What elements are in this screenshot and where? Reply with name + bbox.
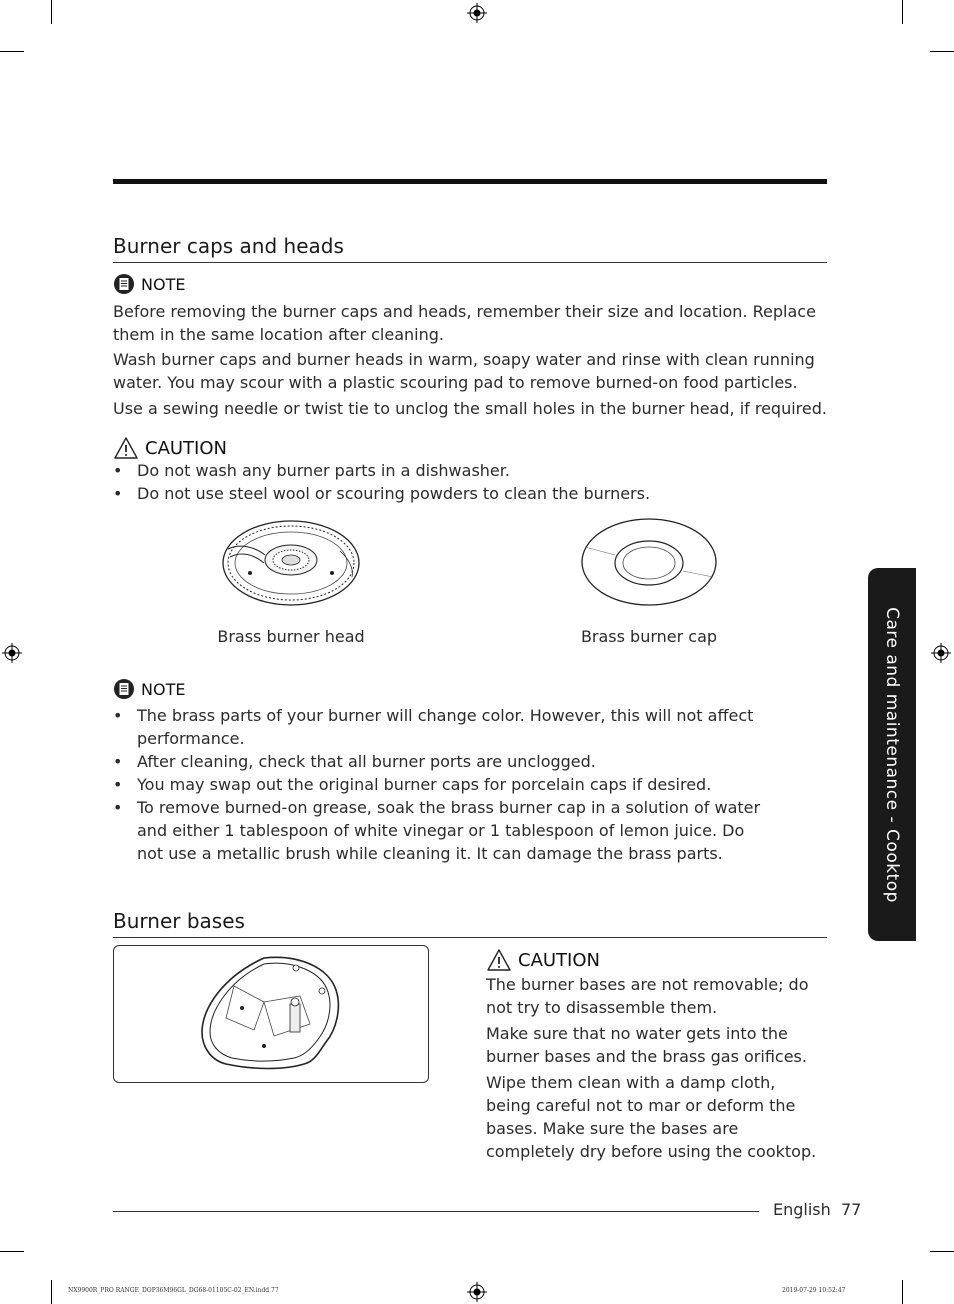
crop-mark [0,1251,24,1252]
note-paragraph: Wash burner caps and burner heads in warm, soapy water and rinse with clean running water. You may scour with a plastic scouring pad to remove burned-on food particles. [113,350,815,392]
crop-mark [51,0,52,24]
section-rule [113,262,827,263]
crop-mark [0,51,24,52]
note-paragraph: Before removing the burner caps and heads, remember their size and location. Replace them in the same location after cleaning. [113,302,816,344]
registration-mark-icon [931,643,951,663]
caution-paragraph: The burner bases are not removable; do not try to disassemble them. [486,975,809,1017]
note-label-text: NOTE [141,274,186,294]
page-number: 77 [841,1200,862,1219]
crop-mark [930,1251,954,1252]
list-item: • The brass parts of your burner will change color. However, this will not affect performance. [113,704,773,750]
chapter-side-tab [868,568,916,941]
figure-caption-burner-cap: Brass burner cap [580,627,718,646]
crop-mark [902,0,903,24]
warning-triangle-icon [486,948,512,972]
crop-mark [930,51,954,52]
figure-caption-burner-head: Brass burner head [217,627,365,646]
warning-triangle-icon [113,436,139,460]
footer-rule [113,1211,759,1212]
brass-burner-cap-illustration [579,515,719,608]
note-paragraph: Use a sewing needle or twist tie to unclog the small holes in the burner head, if required. [113,399,827,418]
section-title-burner-bases: Burner bases [113,909,245,933]
list-item: • You may swap out the original burner caps for porcelain caps if desired. [113,773,773,796]
caution-paragraph: Make sure that no water gets into the burner bases and the brass gas orifices. [486,1024,807,1066]
caution-label [486,948,600,972]
registration-mark-icon [2,643,22,663]
section-title-burner-caps: Burner caps and heads [113,234,344,258]
list-item: • After cleaning, check that all burner ports are unclogged. [113,750,773,773]
section-rule [113,937,827,938]
registration-mark-icon [467,3,487,23]
list-item: • Do not wash any burner parts in a dishwasher. [113,459,827,482]
note-icon [113,273,135,295]
top-rule [113,179,827,184]
brass-burner-head-illustration [220,513,362,608]
list-item: • To remove burned-on grease, soak the brass burner cap in a solution of water and either 1 tablespoon of white vinegar or 1 tablespoon of lemon juice. Do not use a metallic brush while cleaning it. It can damage the brass parts. [113,796,773,865]
burner-base-figure-frame [113,945,429,1083]
burner-base-illustration [114,946,428,1082]
caution-label [113,436,227,460]
note-icon [113,678,135,700]
note-paragraphs [113,300,827,420]
caution-label-text: CAUTION [145,437,227,459]
note-list [113,704,773,865]
crop-mark [51,1280,52,1304]
list-item: • Do not use steel wool or scouring powders to clean the burners. [113,482,827,505]
footer-language: English [773,1200,831,1219]
caution-paragraph: Wipe them clean with a damp cloth, being careful not to mar or deform the bases. Make sure the bases are completely dry before using the cooktop. [486,1073,817,1161]
registration-mark-icon [467,1282,487,1302]
caution-list [113,459,827,505]
crop-mark [902,1280,903,1304]
note-label-text: NOTE [141,679,186,699]
caution-label-text: CAUTION [518,949,600,971]
file-info: NX9900R_PRO RANGE_DOP36M96GL_DG68-01105C-02_EN.indd 77 [68,1287,279,1294]
caution-paragraphs [486,973,824,1163]
note-label [113,273,185,295]
chapter-side-tab-label: Care and maintenance - Cooktop [882,606,902,903]
note-label [113,678,185,700]
print-timestamp: 2019-07-29 10:52:47 [782,1287,846,1294]
